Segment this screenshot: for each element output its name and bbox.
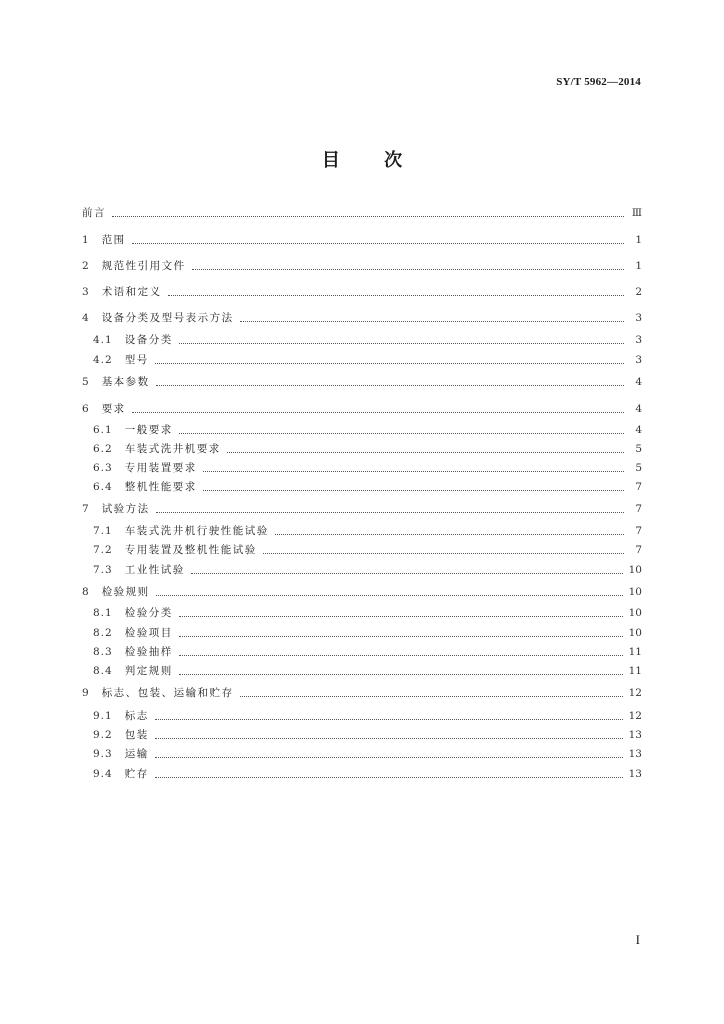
toc-entry[interactable] [93, 524, 642, 538]
toc-entry-title: 设备分类及型号表示方法 [101, 312, 234, 324]
toc-entry-number: 5 [82, 376, 90, 388]
toc-entry-page: 13 [628, 768, 642, 780]
toc-entry[interactable] [93, 353, 642, 367]
toc-entry-number: 7.3 [93, 564, 113, 576]
toc-entry-title: 范围 [101, 234, 126, 246]
toc-entry-label [93, 563, 185, 577]
toc-entry-number: 8.1 [93, 607, 113, 619]
toc-entry-number: 9.4 [93, 768, 113, 780]
toc-entry-number: 4 [82, 312, 90, 324]
toc-entry-page: 1 [635, 234, 642, 246]
toc-entry-number: 8.3 [93, 646, 113, 658]
toc-entry-number: 1 [82, 234, 90, 246]
toc-entry-title: 术语和定义 [101, 286, 162, 298]
toc-entry-page: 10 [628, 564, 642, 576]
toc-entry[interactable] [93, 728, 642, 742]
dot-leader [168, 295, 624, 296]
toc-entry-title: 检验抽样 [124, 646, 173, 658]
page-title: 目 次 [321, 150, 403, 171]
toc-entry-title: 规范性引用文件 [101, 260, 186, 272]
toc-entry-title: 车装式洗井机行驶性能试验 [124, 525, 269, 537]
toc-entry-title: 判定规则 [124, 665, 173, 677]
dot-leader [191, 573, 623, 574]
toc-entry-number: 4.2 [93, 354, 113, 366]
toc-entry-number: 6.2 [93, 443, 113, 455]
dot-leader [179, 343, 624, 344]
toc-entry-title: 检验规则 [101, 586, 150, 598]
dot-leader [240, 696, 623, 697]
toc-entry-title: 设备分类 [124, 334, 173, 346]
toc-entry-page: 7 [635, 481, 642, 493]
toc-entry-number: 7 [82, 503, 90, 515]
toc-entry-label [82, 285, 162, 299]
dot-leader [203, 471, 624, 472]
toc-entry-label [82, 233, 126, 247]
toc-entry[interactable] [82, 285, 642, 299]
toc-entry-title: 车装式洗井机要求 [124, 443, 221, 455]
toc-entry[interactable] [93, 480, 642, 494]
toc-entry-number: 9.1 [93, 710, 113, 722]
toc-entry-title: 标志 [124, 710, 149, 722]
toc-entry-title: 检验分类 [124, 607, 173, 619]
toc-entry-page: 10 [628, 586, 642, 598]
toc-entry-page: 1 [635, 260, 642, 272]
toc-entry-title: 一般要求 [124, 424, 173, 436]
dot-leader [179, 433, 624, 434]
toc-entry-label [82, 206, 106, 220]
toc-entry-title: 包装 [124, 729, 149, 741]
toc-entry[interactable] [93, 645, 642, 659]
dot-leader [179, 616, 623, 617]
toc-entry[interactable] [93, 664, 642, 678]
toc-entry-label [82, 686, 234, 700]
toc-entry[interactable] [93, 747, 642, 761]
toc-entry-number: 9.2 [93, 729, 113, 741]
toc-entry[interactable] [93, 333, 642, 347]
toc-entry[interactable] [93, 767, 642, 781]
toc-entry-number: 4.1 [93, 334, 113, 346]
toc-entry-page: 11 [628, 665, 642, 677]
dot-leader [155, 777, 623, 778]
toc-entry-label [93, 480, 197, 494]
toc-entry-label [93, 767, 149, 781]
page-number: I [635, 932, 640, 947]
toc-entry-label [93, 747, 149, 761]
toc-entry-page: 5 [635, 462, 642, 474]
toc-entry[interactable] [82, 259, 642, 273]
toc-entry-label [93, 461, 197, 475]
dot-leader [112, 216, 624, 217]
toc-entry[interactable] [93, 606, 642, 620]
toc-entry-number: 7.2 [93, 544, 113, 556]
toc-entry-title: 专用装置要求 [124, 462, 197, 474]
toc-entry-page: 10 [628, 627, 642, 639]
toc-entry-page: 11 [628, 646, 642, 658]
toc-entry-page: 13 [628, 748, 642, 760]
toc-entry-label [82, 502, 150, 516]
toc-entry-page: 13 [628, 729, 642, 741]
toc-entry-label [93, 333, 173, 347]
dot-leader [156, 512, 624, 513]
toc-entry-page: 10 [628, 607, 642, 619]
toc-entry-page: 4 [635, 376, 642, 388]
dot-leader [156, 595, 623, 596]
toc-entry-label [93, 626, 173, 640]
dot-leader [155, 719, 623, 720]
toc-entry-label [93, 606, 173, 620]
toc-entry-page: 7 [635, 525, 642, 537]
toc-entry-page: 7 [635, 544, 642, 556]
dot-leader [155, 738, 623, 739]
toc-entry-number: 3 [82, 286, 90, 298]
toc-entry[interactable] [82, 402, 642, 416]
toc-entry-page: 7 [635, 503, 642, 515]
toc-entry-page: 4 [635, 424, 642, 436]
toc-entry[interactable] [82, 375, 642, 389]
toc-entry-page: 12 [628, 710, 642, 722]
toc-entry[interactable] [82, 311, 642, 325]
toc-entry[interactable] [93, 423, 642, 437]
toc-entry-title: 专用装置及整机性能试验 [124, 544, 257, 556]
toc-entry[interactable] [93, 543, 642, 557]
toc-entry-label [93, 423, 173, 437]
toc-entry-label [93, 353, 149, 367]
toc-entry[interactable] [82, 233, 642, 247]
toc-entry-number: 6.3 [93, 462, 113, 474]
toc-entry-title: 检验项目 [124, 627, 173, 639]
toc-entry-title: 前言 [82, 207, 106, 219]
dot-leader [192, 269, 624, 270]
dot-leader [179, 674, 623, 675]
toc-entry-title: 整机性能要求 [124, 481, 197, 493]
toc-entry-page: 3 [635, 312, 642, 324]
dot-leader [275, 534, 624, 535]
toc-entry[interactable] [93, 461, 642, 475]
toc-entry-title: 工业性试验 [124, 564, 185, 576]
toc-entry-label [93, 709, 149, 723]
toc-entry-label [93, 524, 269, 538]
dot-leader [155, 363, 624, 364]
toc-entry[interactable] [82, 206, 642, 220]
dot-leader [132, 412, 624, 413]
toc-entry-label [93, 645, 173, 659]
toc-entry[interactable] [93, 626, 642, 640]
toc-entry-label [82, 585, 150, 599]
toc-entry-title: 型号 [124, 354, 149, 366]
toc-entry-page: 4 [635, 403, 642, 415]
standard-code: SY/T 5962—2014 [556, 76, 641, 88]
dot-leader [263, 553, 624, 554]
toc-entry-title: 贮存 [124, 768, 149, 780]
toc-entry-title: 基本参数 [101, 376, 150, 388]
toc-entry-number: 2 [82, 260, 90, 272]
toc-entry-number: 6 [82, 403, 90, 415]
dot-leader [240, 321, 624, 322]
dot-leader [203, 490, 624, 491]
toc-entry-number: 9 [82, 687, 90, 699]
toc-entry-label [93, 543, 257, 557]
toc-entry-page: 5 [635, 443, 642, 455]
toc-entry-page: 3 [635, 334, 642, 346]
toc-entry-number: 6.1 [93, 424, 113, 436]
dot-leader [179, 636, 623, 637]
toc-entry-title: 运输 [124, 748, 149, 760]
dot-leader [156, 385, 624, 386]
toc-entry-label [93, 664, 173, 678]
dot-leader [132, 243, 624, 244]
toc-entry-number: 8.2 [93, 627, 113, 639]
toc-entry-number: 6.4 [93, 481, 113, 493]
toc-entry[interactable] [93, 709, 642, 723]
toc-entry-label [82, 402, 126, 416]
toc-entry-title: 标志、包装、运输和贮存 [101, 687, 234, 699]
dot-leader [155, 757, 623, 758]
toc-entry-number: 9.3 [93, 748, 113, 760]
toc-entry-number: 8 [82, 586, 90, 598]
toc-entry[interactable] [82, 686, 642, 700]
toc-entry-page: Ⅲ [631, 207, 642, 219]
toc-entry[interactable] [82, 585, 642, 599]
toc-entry-label [82, 311, 234, 325]
toc-entry-label [93, 728, 149, 742]
toc-entry[interactable] [93, 563, 642, 577]
dot-leader [179, 655, 623, 656]
toc-entry-number: 7.1 [93, 525, 113, 537]
toc-entry[interactable] [82, 502, 642, 516]
toc-entry-label [93, 442, 221, 456]
toc-entry-title: 试验方法 [101, 503, 150, 515]
toc-entry-label [82, 259, 186, 273]
toc-entry-number: 8.4 [93, 665, 113, 677]
toc-entry-title: 要求 [101, 403, 126, 415]
dot-leader [227, 452, 624, 453]
toc-entry-page: 2 [635, 286, 642, 298]
toc-entry-page: 3 [635, 354, 642, 366]
toc-entry-page: 12 [628, 687, 642, 699]
toc-entry-label [82, 375, 150, 389]
toc-entry[interactable] [93, 442, 642, 456]
